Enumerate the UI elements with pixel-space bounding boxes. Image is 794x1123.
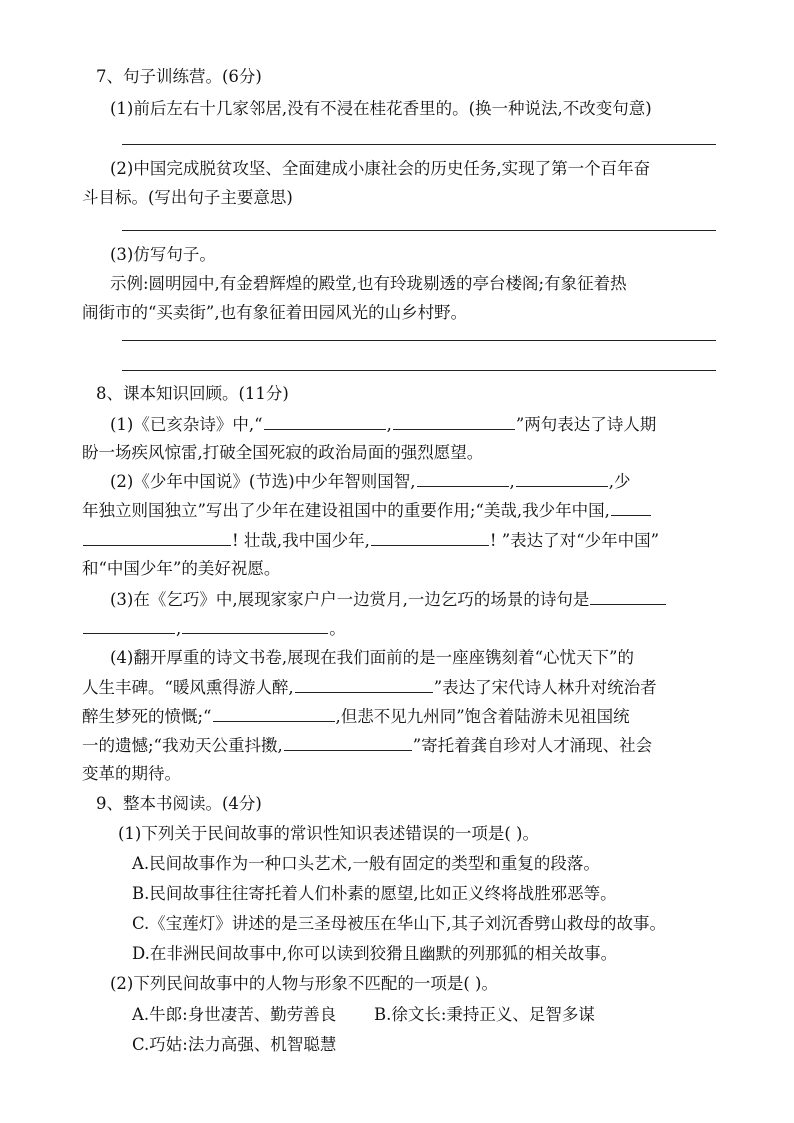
q8-p2-text-b: , [509, 472, 515, 491]
q9-sub1-option-a[interactable]: A.民间故事作为一种口头艺术,一般有固定的类型和重复的段落。 [132, 854, 600, 873]
q8-p2-text-a: (2)《少年中国说》(节选)中少年智则国智, [110, 472, 416, 491]
q9-sub1-stem: (1)下列关于民间故事的常识性知识表述错误的一项是( )。 [118, 824, 539, 843]
q8-part1-line1 [110, 413, 656, 436]
q8-part4-line1: (4)翻开厚重的诗文书卷,展现在我们面前的是一座座镌刻着“心忧天下”的 [110, 648, 634, 667]
q8-p2-line2-text: 年独立则国独立”写出了少年在建设祖国中的重要作用;“美哉,我少年中国, [82, 501, 610, 520]
q8-p1-blank-1[interactable] [264, 413, 386, 430]
q8-p2-blank-2[interactable] [516, 470, 608, 487]
q7-answer-line-1[interactable] [122, 144, 716, 145]
q8-p4-blank-3[interactable] [284, 734, 412, 751]
q8-p4-line2-text-b: ”表达了宋代诗人林升对统治者 [433, 678, 657, 697]
q8-part2-line1 [110, 470, 631, 493]
q8-p3-text-b: , [176, 619, 182, 638]
q8-p3-blank-1b[interactable] [83, 617, 175, 634]
q9-title: 9、整本书阅读。(4分) [96, 794, 262, 813]
q8-p1-blank-2[interactable] [393, 413, 515, 430]
q9-sub1-option-d[interactable]: D.在非洲民间故事中,你可以读到狡猾且幽默的列那狐的相关故事。 [132, 944, 618, 963]
q8-p2-blank-3a[interactable] [611, 499, 651, 516]
q7-part1: (1)前后左右十几家邻居,没有不浸在桂花香里的。(换一种说法,不改变句意) [110, 99, 652, 118]
q7-part3: (3)仿写句子。 [110, 245, 216, 264]
q8-p3-blank-1a[interactable] [590, 588, 666, 605]
q7-answer-line-4[interactable] [122, 370, 716, 371]
q7-part2-line1: (2)中国完成脱贫攻坚、全面建成小康社会的历史任务,实现了第一个百年奋 [110, 159, 651, 178]
q8-p4-line4-text-a: 一的遗憾;“我劝天公重抖擞, [82, 736, 283, 755]
q8-part2-line4: 和“中国少年”的美好祝愿。 [82, 559, 281, 578]
q8-p4-blank-2[interactable] [213, 705, 335, 722]
q9-sub2-option-c[interactable]: C.巧姑:法力高强、机智聪慧 [132, 1035, 337, 1054]
q7-part2-line2: 斗目标。(写出句子主要意思) [82, 188, 293, 207]
q9-sub1-option-c[interactable]: C.《宝莲灯》讲述的是三圣母被压在华山下,其子刘沉香劈山救母的故事。 [132, 914, 667, 933]
q8-p1-text-c: ”两句表达了诗人期 [515, 415, 657, 434]
q7-answer-line-2[interactable] [122, 230, 716, 231]
q9-sub2-stem: (2)下列民间故事中的人物与形象不匹配的一项是( )。 [110, 974, 498, 993]
q8-part3-line1 [110, 588, 667, 611]
q8-p4-line2-text-a: 人生丰碑。“暖风熏得游人醉, [82, 678, 294, 697]
q8-part2-line3 [82, 529, 659, 552]
q8-part4-line3 [82, 705, 630, 728]
q8-p2-blank-3b[interactable] [83, 529, 231, 546]
q8-part4-line5: 变革的期待。 [82, 764, 181, 783]
q8-p4-line3-text-b: ,但悲不见九州同”饱含着陆游未见祖国统 [335, 707, 630, 726]
q7-example-line1: 示例:圆明园中,有金碧辉煌的殿堂,也有玲珑剔透的亭台楼阁;有象征着热 [110, 274, 627, 293]
q8-title: 8、课本知识回顾。(11分) [96, 384, 289, 403]
q9-sub2-option-b[interactable]: B.徐文长:秉持正义、足智多谋 [374, 1005, 595, 1024]
q7-example-line2: 闹街市的“买卖街”,也有象征着田园风光的山乡村野。 [82, 303, 468, 322]
q8-p2-blank-1[interactable] [417, 470, 509, 487]
q8-p1-text-a: (1)《已亥杂诗》中,“ [110, 415, 263, 434]
q8-p4-line3-text-a: 醉生梦死的愤慨;“ [82, 707, 212, 726]
q8-p3-blank-2[interactable] [182, 617, 328, 634]
q8-p4-line4-text-b: ”寄托着龚自珍对人才涌现、社会 [412, 736, 653, 755]
q8-p2-blank-4[interactable] [371, 529, 489, 546]
q8-part2-line2 [82, 499, 652, 522]
q8-p3-text-c: 。 [329, 619, 346, 638]
q7-answer-line-3[interactable] [122, 340, 716, 341]
q8-part1-line2: 盼一场疾风惊雷,打破全国死寂的政治局面的强烈愿望。 [82, 443, 484, 462]
q8-p2-line3-text-b: ! ”表达了对“少年中国” [489, 531, 660, 550]
q9-sub2-option-a[interactable]: A.牛郎:身世凄苦、勤劳善良 [132, 1005, 337, 1024]
q8-part3-line2 [82, 617, 346, 640]
q9-sub1-option-b[interactable]: B.民间故事往往寄托着人们朴素的愿望,比如正义终将战胜邪恶等。 [132, 884, 617, 903]
q8-p3-text-a: (3)在《乞巧》中,展现家家户户一边赏月,一边乞巧的场景的诗句是 [110, 590, 590, 609]
q8-p2-text-c: ,少 [608, 472, 631, 491]
q8-p1-text-b: , [386, 415, 392, 434]
q8-p4-blank-1[interactable] [295, 676, 433, 693]
q8-part4-line4 [82, 734, 652, 757]
q7-title: 7、句子训练营。(6分) [96, 67, 262, 86]
q8-part4-line2 [82, 676, 657, 699]
q8-p2-line3-text-a: ! 壮哉,我中国少年, [232, 531, 370, 550]
